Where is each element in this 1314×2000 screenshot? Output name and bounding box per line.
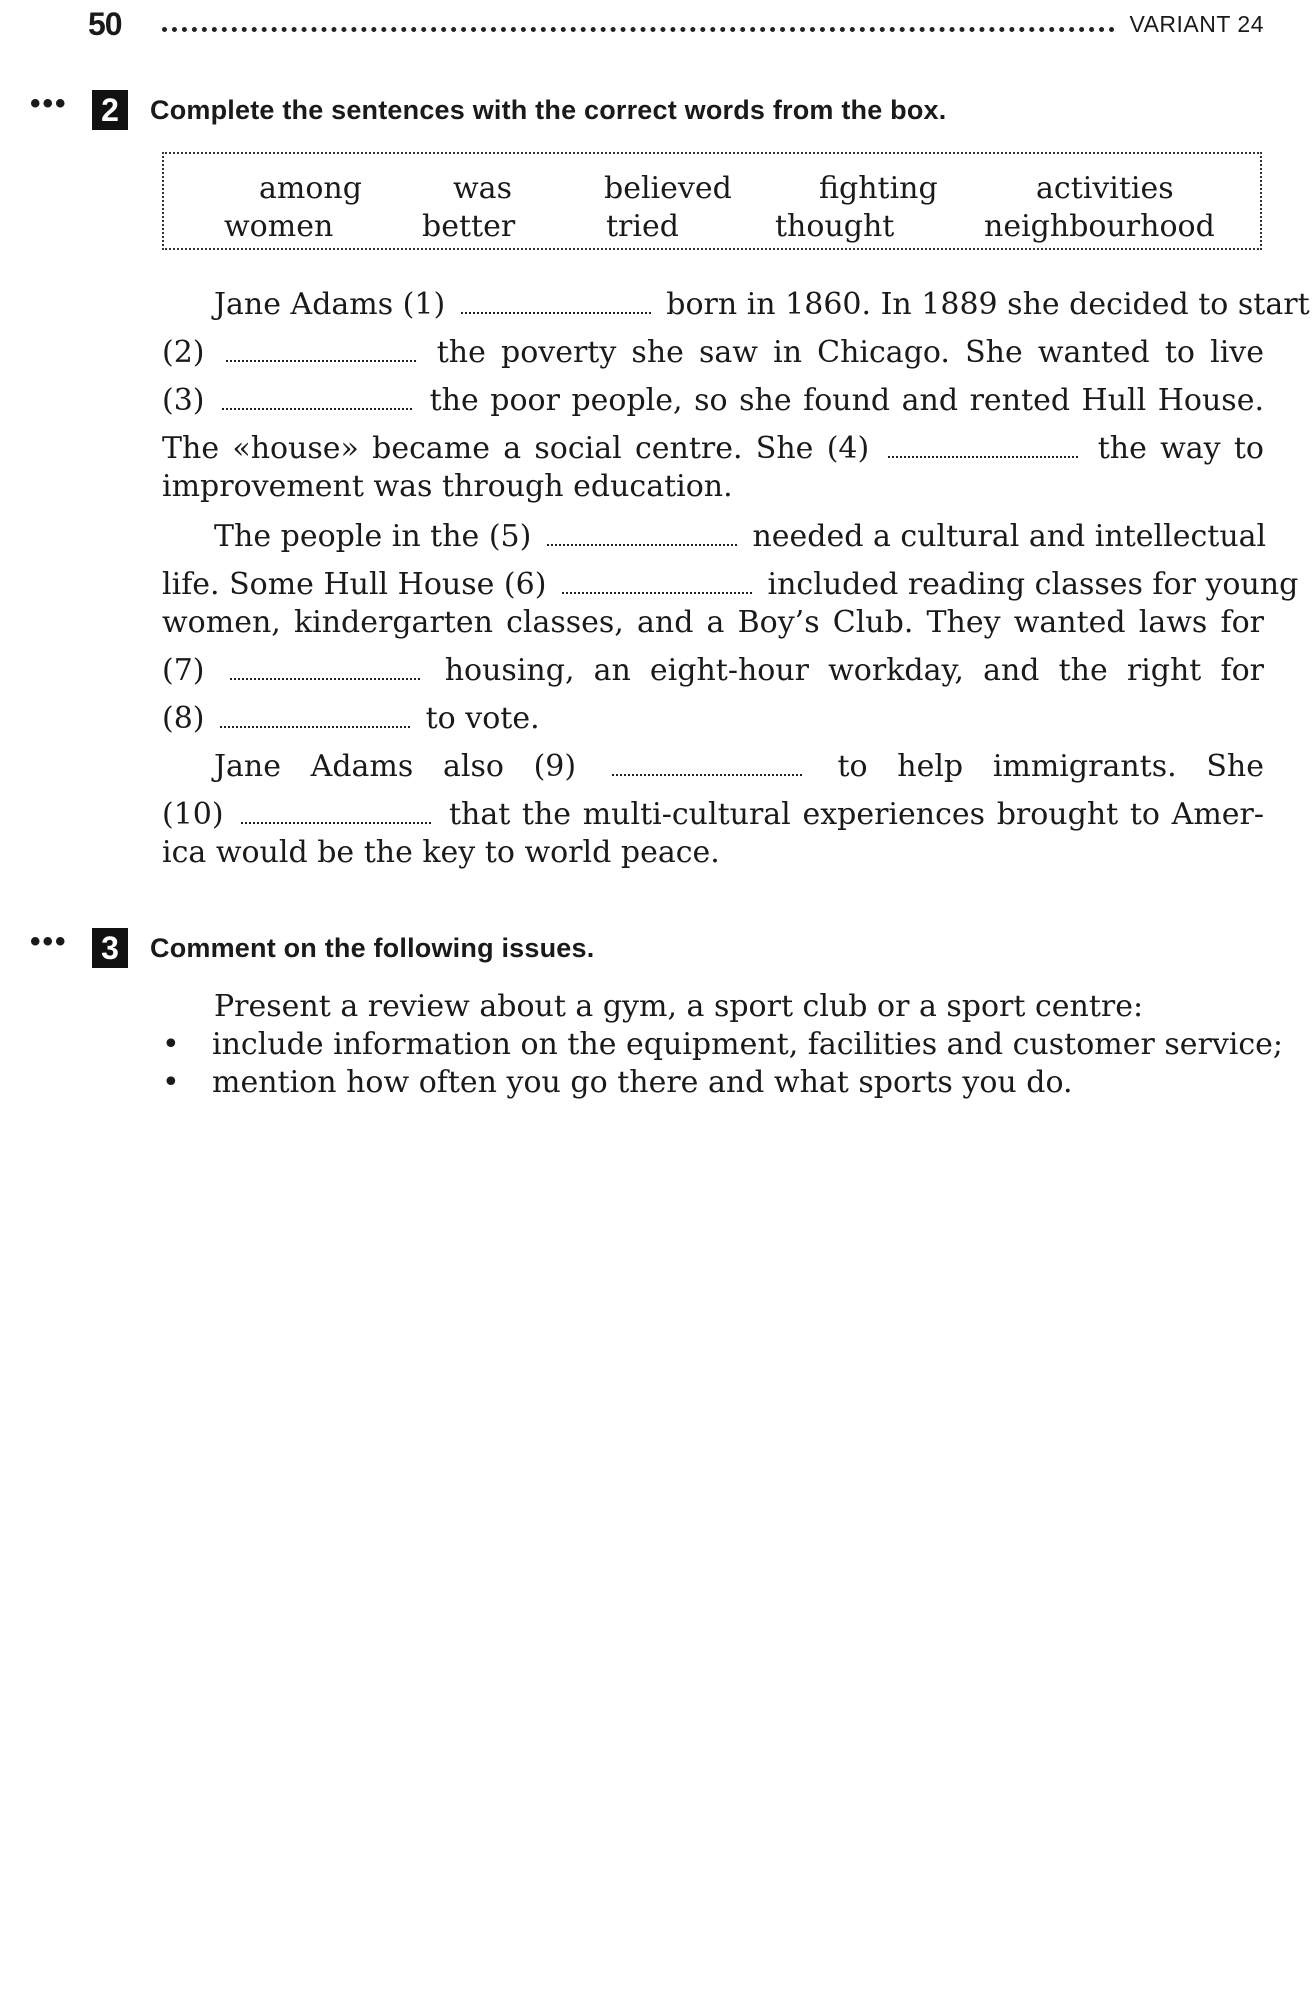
word-option: among xyxy=(259,171,362,206)
answer-blank-2[interactable] xyxy=(226,360,416,362)
word-option: believed xyxy=(604,171,732,206)
passage-line: Jane Adams also (9) to help immigrants. She xyxy=(214,749,1264,784)
word-box xyxy=(162,152,1262,250)
passage-line: Jane Adams (1) born in 1860. In 1889 she decided to start xyxy=(214,287,1310,322)
passage-line: ica would be the key to world peace. xyxy=(162,835,720,870)
word-option: activities xyxy=(1036,171,1174,206)
word-option: better xyxy=(422,209,516,244)
word-option: women xyxy=(224,209,334,244)
task-3-instruction: Comment on the following issues. xyxy=(150,932,595,963)
answer-blank-6[interactable] xyxy=(562,592,752,594)
answer-blank-4[interactable] xyxy=(888,456,1078,458)
word-option: was xyxy=(453,171,512,206)
answer-blank-1[interactable] xyxy=(461,312,651,314)
task-3-dots: ••• xyxy=(30,925,68,958)
answer-blank-5[interactable] xyxy=(547,544,737,546)
answer-blank-7[interactable] xyxy=(230,678,420,680)
answer-blank-3[interactable] xyxy=(222,408,412,410)
task-2-number: 2 xyxy=(92,90,128,130)
task-2-heading xyxy=(30,87,947,130)
page-number: 50 xyxy=(88,5,122,42)
answer-blank-9[interactable] xyxy=(612,774,802,776)
word-option: tried xyxy=(606,209,679,244)
bullet-icon: • xyxy=(162,1065,180,1100)
passage-line: (7) housing, an eight-hour workday, and the right for xyxy=(162,653,1264,688)
passage-line: (8) to vote. xyxy=(162,701,540,736)
task-2-dots: ••• xyxy=(30,87,68,120)
word-option: fighting xyxy=(819,171,938,206)
passage-line: The «house» became a social centre. She (4) the way to xyxy=(162,431,1264,466)
task-2-instruction: Complete the sentences with the correct words from the box. xyxy=(150,94,947,125)
answer-blank-10[interactable] xyxy=(241,822,431,824)
task-3-bullet: • include information on the equipment, facilities and customer service; xyxy=(162,1027,1284,1062)
passage-line: The people in the (5) needed a cultural and intellectual xyxy=(214,519,1267,554)
task-3-bullet: • mention how often you go there and what sports you do. xyxy=(162,1065,1073,1100)
bullet-icon: • xyxy=(162,1027,180,1062)
answer-blank-8[interactable] xyxy=(220,726,410,728)
passage-line: (3) the poor people, so she found and rented Hull House. xyxy=(162,383,1264,418)
task-3-heading xyxy=(30,925,595,968)
variant-label: VARIANT 24 xyxy=(1129,10,1264,37)
word-option: neighbourhood xyxy=(984,209,1215,244)
passage-line: women, kindergarten classes, and a Boy’s Club. They wanted laws for xyxy=(162,605,1264,640)
header-divider xyxy=(162,27,1116,32)
task-3-number: 3 xyxy=(92,928,128,968)
task-3-intro: Present a review about a gym, a sport club or a sport centre: xyxy=(214,989,1144,1024)
passage-line: life. Some Hull House (6) included reading classes for young xyxy=(162,567,1299,602)
passage-line: (2) the poverty she saw in Chicago. She wanted to live xyxy=(162,335,1264,370)
passage-line: improvement was through education. xyxy=(162,469,733,504)
passage-line: (10) that the multi-cultural experiences brought to Amer- xyxy=(162,797,1264,832)
word-option: thought xyxy=(775,209,895,244)
page-header xyxy=(88,6,1264,42)
